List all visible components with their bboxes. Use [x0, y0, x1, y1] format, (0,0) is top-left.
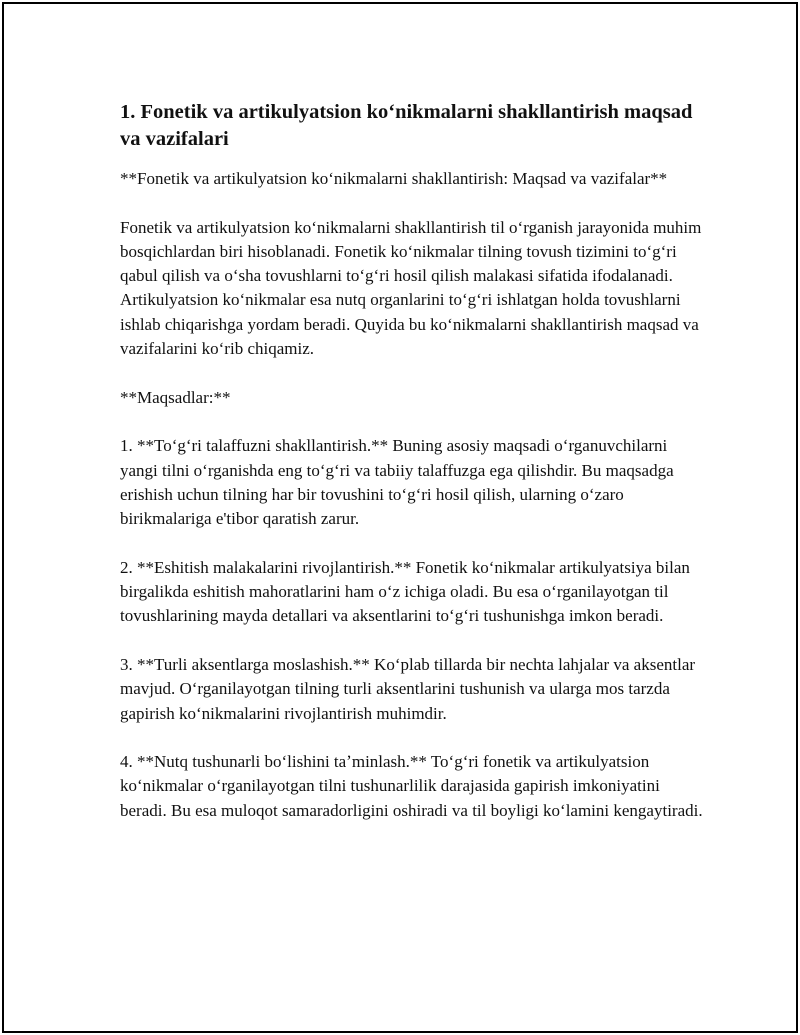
subtitle-paragraph: **Fonetik va artikulyatsion koʻnikmalarni shakllantirish: Maqsad va vazifalar**: [120, 169, 668, 188]
intro-paragraph: Fonetik va artikulyatsion koʻnikmalarni shakllantirish til oʻrganish jarayonida muhim bosqichlardan biri hisoblanadi. Fonetik koʻnikmalar tilning tovush tizimini toʻgʻri qabul qilish va oʻsha tovushlarni toʻgʻri hosil qilish malakasi sifatida ifodalanadi. Artikulyatsion koʻnikmalar esa nutq organlarini toʻgʻri ishlatgan holda tovushlarni ishlab chiqarishga yordam beradi. Quyida bu koʻnikmalarni shakllantirish maqsad va vazifalarini koʻrib chiqamiz.: [120, 217, 702, 359]
goal-item-4: 4. **Nutq tushunarli boʻlishini taʼminlash.** Toʻgʻri fonetik va artikulyatsion koʻnikmalar oʻrganilayotgan tilni tushunarlilik darajasida gapirish imkoniyatini beradi. Bu esa muloqot samaradorligini oshiradi va til boyligi koʻlamini kengaytiradi.: [120, 752, 703, 820]
document-title: 1. Fonetik va artikulyatsion koʻnikmalarni shakllantirish maqsad va vazifalari: [120, 101, 693, 150]
goal-item-3: 3. **Turli aksentlarga moslashish.** Koʻplab tillarda bir nechta lahjalar va aksentlar mavjud. Oʻrganilayotgan tilning turli aksentlarini tushunish va ularga mos tarzda gapirish koʻnikmalarini rivojlantirish muhimdir.: [120, 654, 696, 723]
page-frame: [2, 2, 798, 1033]
document-body: [120, 99, 705, 847]
goal-item-2: 2. **Eshitish malakalarini rivojlantirish.** Fonetik koʻnikmalar artikulyatsiya bilan birgalikda eshitish mahoratlarini ham oʻz ichiga oladi. Bu esa oʻrganilayotgan til tovushlarining mayda detallari va aksentlarini toʻgʻri tushunishga imkon beradi.: [120, 557, 690, 626]
goals-heading: **Maqsadlar:**: [120, 387, 231, 407]
goal-item-1: 1. **Toʻgʻri talaffuzni shakllantirish.** Buning asosiy maqsadi oʻrganuvchilarni yangi tilni oʻrganishda eng toʻgʻri va tabiiy talaffuzga ega qilishdir. Bu maqsadga erishish uchun tilning har bir tovushini toʻgʻri hosil qilish, ularning oʻzaro birikmalariga e'tibor qaratish zarur.: [120, 436, 674, 529]
